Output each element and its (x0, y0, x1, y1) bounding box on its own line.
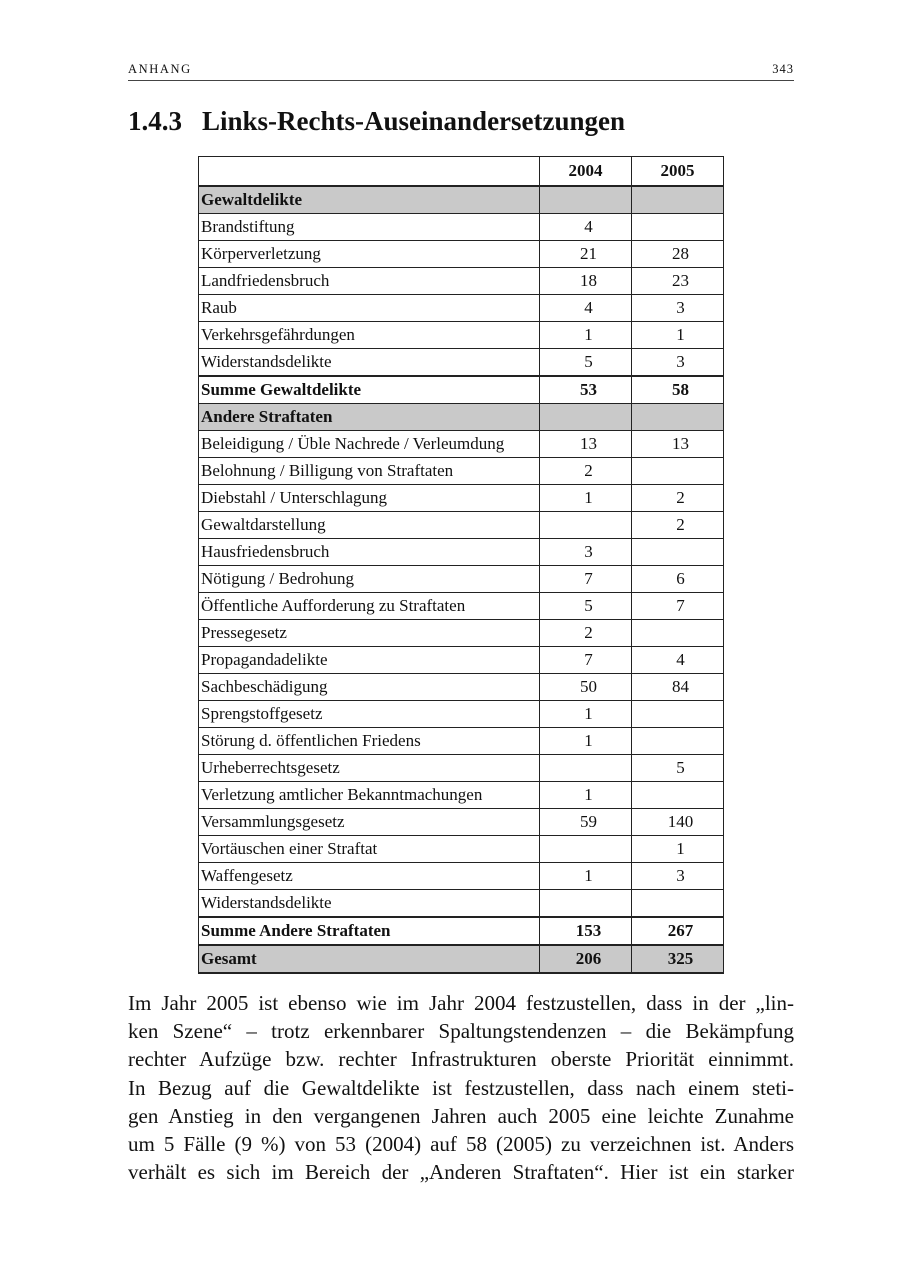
row-label: Propagandadelikte (199, 647, 540, 674)
value-2005: 3 (632, 349, 724, 377)
value-2004: 21 (540, 241, 632, 268)
row-label: Gesamt (199, 945, 540, 973)
value-2005 (632, 404, 724, 431)
row-label: Landfriedensbruch (199, 268, 540, 295)
value-2004: 1 (540, 782, 632, 809)
value-2005: 1 (632, 836, 724, 863)
column-header-2005: 2005 (632, 157, 724, 187)
value-2004: 5 (540, 593, 632, 620)
row-label: Pressegesetz (199, 620, 540, 647)
table-row (199, 322, 724, 349)
value-2004: 1 (540, 728, 632, 755)
table-row (199, 539, 724, 566)
row-label: Vortäuschen einer Straftat (199, 836, 540, 863)
page-number: 343 (772, 62, 794, 76)
value-2004: 13 (540, 431, 632, 458)
value-2004: 7 (540, 566, 632, 593)
value-2004: 59 (540, 809, 632, 836)
table-row (199, 620, 724, 647)
value-2004 (540, 890, 632, 918)
value-2005 (632, 214, 724, 241)
value-2005: 58 (632, 376, 724, 404)
column-header-label (199, 157, 540, 187)
body-paragraph (128, 989, 794, 1186)
value-2004: 206 (540, 945, 632, 973)
value-2004: 153 (540, 917, 632, 945)
value-2005 (632, 539, 724, 566)
table-row (199, 890, 724, 918)
body-line: Im Jahr 2005 ist ebenso wie im Jahr 2004 festzustellen, dass in der „lin- (128, 991, 794, 1015)
value-2004 (540, 755, 632, 782)
table-header-row (199, 157, 724, 187)
body-line: In Bezug auf die Gewaltdelikte ist festzustellen, dass nach einem steti- (128, 1075, 794, 1100)
row-label: Widerstandsdelikte (199, 890, 540, 918)
value-2004: 2 (540, 458, 632, 485)
value-2004: 1 (540, 701, 632, 728)
row-label: Raub (199, 295, 540, 322)
value-2004 (540, 404, 632, 431)
table-row (199, 782, 724, 809)
row-label: Urheberrechtsgesetz (199, 755, 540, 782)
row-label: Andere Straftaten (199, 404, 540, 431)
row-label: Gewaltdelikte (199, 186, 540, 214)
row-label: Störung d. öffentlichen Friedens (199, 728, 540, 755)
table-body (199, 186, 724, 973)
body-line: ken Szene“ – trotz erkennbarer Spaltungstendenzen – die Bekämpfung (128, 1019, 794, 1044)
value-2005: 4 (632, 647, 724, 674)
value-2005: 5 (632, 755, 724, 782)
value-2004: 5 (540, 349, 632, 377)
value-2005: 84 (632, 674, 724, 701)
table-row (199, 809, 724, 836)
body-line: rechter Aufzüge bzw. rechter Infrastrukturen oberste Priorität einnimmt. (128, 1047, 794, 1072)
row-label: Summe Gewaltdelikte (199, 376, 540, 404)
table-row (199, 674, 724, 701)
table-row (199, 863, 724, 890)
value-2004: 1 (540, 863, 632, 890)
table-row (199, 755, 724, 782)
value-2005 (632, 186, 724, 214)
value-2004 (540, 186, 632, 214)
section-heading-row (199, 404, 724, 431)
table-row (199, 431, 724, 458)
value-2005: 6 (632, 566, 724, 593)
table-row (199, 214, 724, 241)
value-2004: 7 (540, 647, 632, 674)
table-row (199, 566, 724, 593)
value-2004 (540, 836, 632, 863)
statistics-table (198, 156, 724, 974)
running-header-title: ANHANG (128, 62, 192, 76)
body-line: gen Anstieg in den vergangenen Jahren auch 2005 eine leichte Zunahme (128, 1103, 794, 1128)
value-2004: 1 (540, 485, 632, 512)
value-2004: 4 (540, 295, 632, 322)
table-row (199, 485, 724, 512)
table-row (199, 241, 724, 268)
value-2004: 3 (540, 539, 632, 566)
table-row (199, 268, 724, 295)
value-2005: 23 (632, 268, 724, 295)
value-2005: 140 (632, 809, 724, 836)
row-label: Gewaltdarstellung (199, 512, 540, 539)
section-title: Links-Rechts-Auseinandersetzungen (202, 106, 626, 136)
value-2005 (632, 701, 724, 728)
value-2005: 28 (632, 241, 724, 268)
value-2005 (632, 728, 724, 755)
value-2005: 1 (632, 322, 724, 349)
row-label: Sachbeschädigung (199, 674, 540, 701)
value-2004: 2 (540, 620, 632, 647)
value-2004: 4 (540, 214, 632, 241)
column-header-2004: 2004 (540, 157, 632, 187)
row-label: Summe Andere Straftaten (199, 917, 540, 945)
row-label: Verletzung amtlicher Bekanntmachungen (199, 782, 540, 809)
value-2005 (632, 782, 724, 809)
value-2005: 3 (632, 863, 724, 890)
row-label: Waffengesetz (199, 863, 540, 890)
table-row (199, 728, 724, 755)
table-row (199, 836, 724, 863)
value-2005: 13 (632, 431, 724, 458)
row-label: Diebstahl / Unterschlagung (199, 485, 540, 512)
row-label: Verkehrsgefährdungen (199, 322, 540, 349)
table-row (199, 647, 724, 674)
table-row (199, 295, 724, 322)
section-number: 1.4.3 (128, 106, 182, 136)
value-2005 (632, 458, 724, 485)
value-2004: 53 (540, 376, 632, 404)
section-heading (128, 106, 625, 137)
table-row (199, 593, 724, 620)
value-2005: 2 (632, 485, 724, 512)
value-2005: 3 (632, 295, 724, 322)
row-label: Widerstandsdelikte (199, 349, 540, 377)
table-row (199, 512, 724, 539)
value-2004: 18 (540, 268, 632, 295)
table-row (199, 349, 724, 377)
value-2005: 7 (632, 593, 724, 620)
row-label: Öffentliche Aufforderung zu Straftaten (199, 593, 540, 620)
row-label: Belohnung / Billigung von Straftaten (199, 458, 540, 485)
grand-total-row (199, 945, 724, 973)
row-label: Brandstiftung (199, 214, 540, 241)
table-row (199, 458, 724, 485)
subtotal-row (199, 917, 724, 945)
value-2005: 2 (632, 512, 724, 539)
row-label: Körperverletzung (199, 241, 540, 268)
value-2005 (632, 890, 724, 918)
value-2004: 50 (540, 674, 632, 701)
value-2004 (540, 512, 632, 539)
value-2005: 325 (632, 945, 724, 973)
row-label: Hausfriedensbruch (199, 539, 540, 566)
row-label: Nötigung / Bedrohung (199, 566, 540, 593)
subtotal-row (199, 376, 724, 404)
body-line: um 5 Fälle (9 %) von 53 (2004) auf 58 (2005) zu verzeichnen ist. Anders (128, 1132, 794, 1157)
table-row (199, 701, 724, 728)
section-heading-row (199, 186, 724, 214)
row-label: Sprengstoffgesetz (199, 701, 540, 728)
running-header (128, 60, 794, 81)
body-line: verhält es sich im Bereich der „Anderen Straftaten“. Hier ist ein starker (128, 1160, 794, 1185)
value-2005: 267 (632, 917, 724, 945)
value-2004: 1 (540, 322, 632, 349)
row-label: Versammlungsgesetz (199, 809, 540, 836)
value-2005 (632, 620, 724, 647)
row-label: Beleidigung / Üble Nachrede / Verleumdung (199, 431, 540, 458)
